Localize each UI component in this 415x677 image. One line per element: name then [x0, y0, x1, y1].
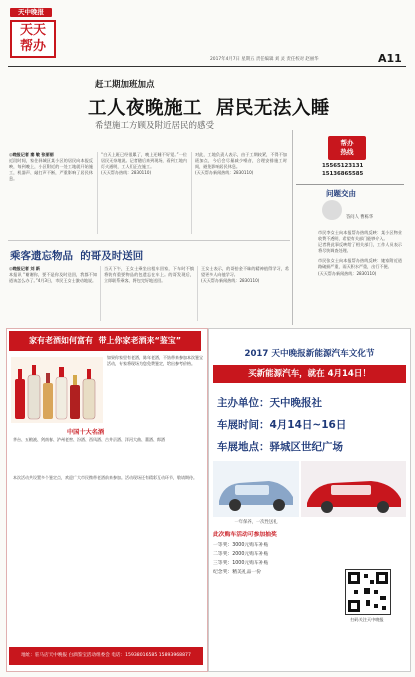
qa-answerer: 答问人 曹栋华 [346, 215, 374, 220]
lead-byline: ◎晚报记者 秦 敏 张丽丽 [9, 152, 54, 157]
story2-headline: 乘客遗忘物品 的哥及时送回 [10, 250, 144, 262]
page-number: A11 [378, 52, 402, 65]
column-title [10, 20, 56, 58]
hotline-title-1: 帮办 [340, 139, 354, 147]
lead-kicker: 赶工期加班加点 [95, 80, 155, 90]
car-ad-title: 2017 天中晚报新能源汽车文化节 [244, 349, 375, 359]
qa-question-1: 市民李女士向本报帮办热线反映：某小区物业收费不透明，希望有关部门能够介入。 [318, 230, 402, 242]
wine-bottles-image [11, 357, 103, 423]
qa-reply-1: 记者将此事反映给了相关部门，工作人员表示将尽快调查处理。 [318, 242, 402, 254]
lead-subhead: 希望施工方顾及附近居民的感受 [95, 121, 215, 131]
wine-ad-list: 茅台、五粮液、剑南春、泸州老窖、汾酒、西凤酒、古井贡酒、洋河大曲、董酒、郎酒 [13, 437, 165, 442]
lead-paragraph-2: “白天上班已经很累了，晚上还睡不好觉。”一位居民无奈地说。记者随后来到现场，看到工地内灯火通明，工人们正在施工。 [101, 152, 187, 170]
prize-box [213, 529, 333, 639]
lead-paragraph-1: 近段时间，家住驿城区某小区的居民向本报反映，每到晚上，小区附近的一处工地就开始施工，机器声、敲打声不断，严重影响了居民休息。 [9, 158, 93, 182]
prize-title: 此次购车活动可参加抽奖 [213, 532, 277, 538]
wine-ad-bottom-bar: 地址：驻马店天中晚报 白酒鉴宝活动组委会 电话：15938016585 15893968877 [9, 647, 203, 665]
story2-paragraph-2: 当天下午，王女士乘坐出租车回家，下车时不慎将装有重要物品的包遗忘在车上。的哥发现后，立即联系乘客，将包完好地送回。 [104, 266, 194, 284]
car-left-caption: 一年保养，一次性送礼 [234, 520, 278, 525]
car-ad-red-banner: 买新能源汽车，就在 4月14日！ [213, 365, 406, 383]
story2-column-2 [104, 266, 194, 324]
story2-byline: ◎晚报记者 刘 新 [9, 266, 40, 271]
hotline-icon [328, 136, 366, 160]
qr-caption: 扫码关注天中晚报 [350, 617, 384, 622]
car-ad-dates: 车展时间：4月14日~16日 [217, 419, 347, 431]
car-ad [208, 328, 411, 672]
car-ad-venue: 车展地点：驿城区世纪广场 [217, 441, 343, 453]
lead-column-1 [9, 152, 93, 237]
hotline-box [298, 134, 398, 180]
wine-ad-detail: 本次活动共设置多个鉴定点，欢迎广大市民携带老酒前来参加。活动现场还有精彩互动环节，敬请期待。 [13, 475, 197, 480]
qa-reply-2: (天天帮办新闻热线：2830110) [318, 270, 377, 276]
qa-question-2: 市民张女士向本报帮办热线反映：她家附近道路破损严重，雨天积水严重，出行不便。 [318, 258, 402, 270]
car-illustration-right [301, 461, 406, 517]
qa-block [318, 230, 402, 324]
lead-column-3 [195, 152, 287, 237]
qr-code-icon [346, 570, 390, 614]
lead-paragraph-3: 对此，工地负责人表示，由于工期较紧，不得不加班加点，今后会尽量减少噪音，合理安排施工时间，避免影响居民休息。 [195, 152, 287, 170]
masthead [0, 0, 415, 78]
wine-ad-banner: 家有老酒如何富有 带上你家老酒来“鉴宝” [9, 331, 201, 351]
qa-header: 问题交由 [326, 189, 356, 198]
story2-paragraph-1: 本报讯 “谢谢你，要不是你及时送回，我都不知道该怎么办了。”4月3日，市民王女士激动地说。 [9, 272, 97, 284]
story2-column-3 [201, 266, 289, 324]
paper-logo: 天中晚报 [10, 8, 52, 17]
car-image-right [301, 461, 406, 517]
hotline-phone-1: 15565123131 [322, 163, 364, 169]
prize-item-3: 三等奖：1000元购车补贴 [213, 561, 269, 566]
prize-item-2: 二等奖：2000元购车补贴 [213, 552, 269, 557]
lead-tail-1: (天天帮办热线：2830110) [101, 170, 152, 176]
column-title-line-2: 帮办 [19, 39, 46, 54]
lead-tail-2: (天天帮办新闻热线：2830110) [195, 170, 254, 176]
lead-headline: 工人夜晚施工 居民无法入睡 [88, 98, 330, 119]
story2-tail: (天天帮办新闻热线：2830110) [201, 278, 260, 284]
column-title-line-1: 天天 [19, 23, 46, 38]
car-ad-host: 主办单位：天中晚报社 [217, 397, 322, 409]
hotline-title-2: 热线 [340, 148, 354, 156]
date-line: 2017年4月7日 星期五 责任编辑 刘 灵 责任校对 赵丽华 [210, 57, 319, 62]
qa-answerer-icon [322, 200, 342, 220]
story2-column-1 [9, 266, 97, 324]
wine-ad [6, 328, 208, 672]
wine-bottles-illustration [11, 357, 103, 423]
wine-ad-subheading: 中国十大名酒 [67, 429, 105, 436]
lead-column-2 [101, 152, 187, 237]
story2-paragraph-3: 王女士表示，的哥拾金不昧的精神值得学习，希望更多人向他学习。 [201, 266, 289, 278]
prize-item-4: 纪念奖：精美礼品一份 [213, 570, 261, 575]
wine-ad-intro: 如果你家里有老酒，陈年老酒，不妨带来参加本次鉴宝活动，专家将现场为您免费鉴定，给出参考价格。 [107, 355, 203, 366]
car-image-left [213, 461, 299, 517]
qr-code[interactable] [345, 569, 391, 615]
prize-item-1: 一等奖：3000元购车补贴 [213, 543, 269, 548]
hotline-phone-2: 15136865585 [322, 171, 364, 177]
car-illustration-left [213, 461, 299, 517]
